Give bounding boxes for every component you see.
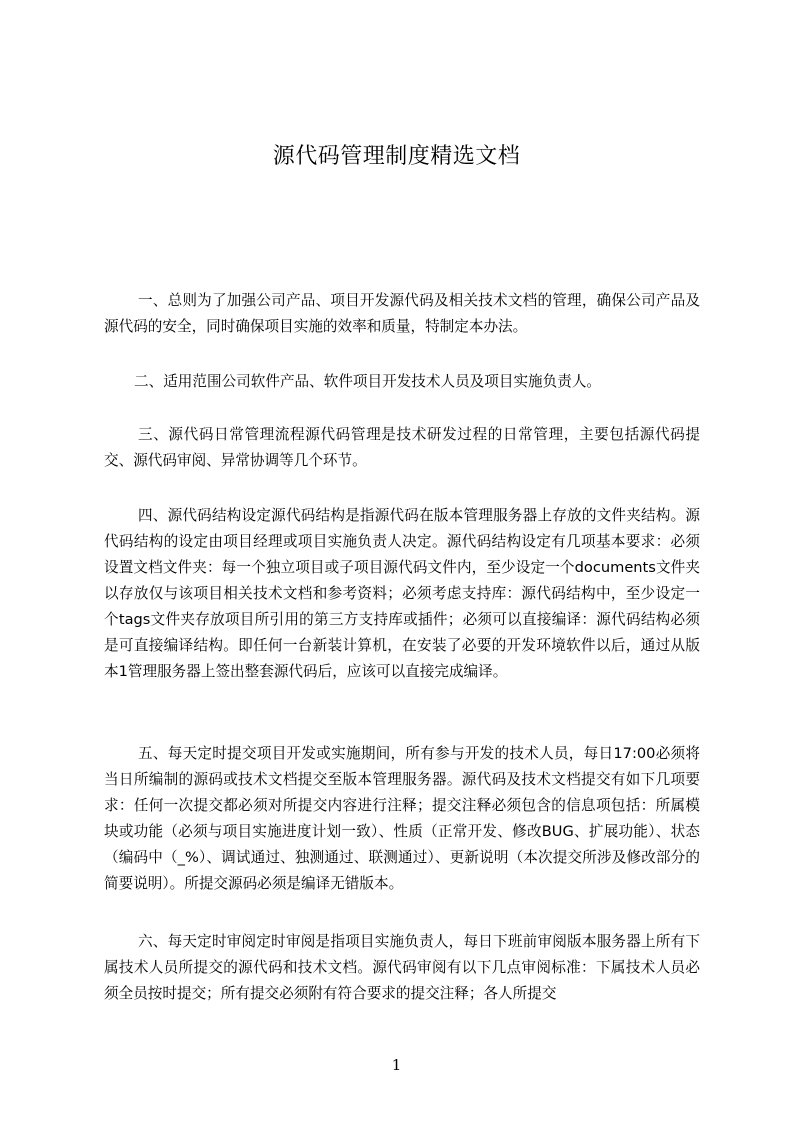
paragraph-daily-commit: 五、每天定时提交项目开发或实施期间，所有参与开发的技术人员，每日17:00必须将当日所编制的源码或技术文档提交至版本管理服务器。源代码及技术文档提交有如下几项要求：任何一次提交都必须对所提交内容进行注释；提交注释必须包含的信息项包括：所属模块或功能（必须与项目实施进度计划一致）、性质（正常开发、修改BUG、扩展功能）、状态（编码中（_%）、调试通过、独测通过、联测通过）、更新说明（本次提交所涉及修改部分的简要说明）。所提交源码必须是编译无错版本。 [104,745,700,892]
paragraph-general-principles: 一、总则为了加强公司产品、项目开发源代码及相关技术文档的管理，确保公司产品及源代码的安全，同时确保项目实施的效率和质量，特制定本办法。 [104,292,700,335]
page-number: 1 [391,1056,402,1074]
paragraph-scope: 二、适用范围公司软件产品、软件项目开发技术人员及项目实施负责人。 [134,373,602,390]
paragraph-code-structure: 四、源代码结构设定源代码结构是指源代码在版本管理服务器上存放的文件夹结构。源代码结构的设定由项目经理或项目实施负责人决定。源代码结构设定有几项基本要求：必须设置文档文件夹：每一个独立项目或子项目源代码文件内，至少设定一个documents文件夹以存放仅与该项目相关技术文档和参考资料；必须考虑支持库：源代码结构中，至少设定一个tags文件夹存放项目所引用的第三方支持库或插件；必须可以直接编译：源代码结构必须是可直接编译结构。即任何一台新装计算机，在安装了必要的开发环境软件以后，通过从版本1管理服务器上签出整套源代码后，应该可以直接完成编译。 [104,507,700,680]
paragraph-daily-management: 三、源代码日常管理流程源代码管理是技术研发过程的日常管理，主要包括源代码提交、源代码审阅、异常协调等几个环节。 [104,426,700,469]
paragraph-daily-review: 六、每天定时审阅定时审阅是指项目实施负责人，每日下班前审阅版本服务器上所有下属技术人员所提交的源代码和技术文档。源代码审阅有以下几点审阅标准：下属技术人员必须全员按时提交；所有提交必须附有符合要求的提交注释；各人所提交 [104,933,700,1002]
document-title: 源代码管理制度精选文档 [272,144,521,169]
